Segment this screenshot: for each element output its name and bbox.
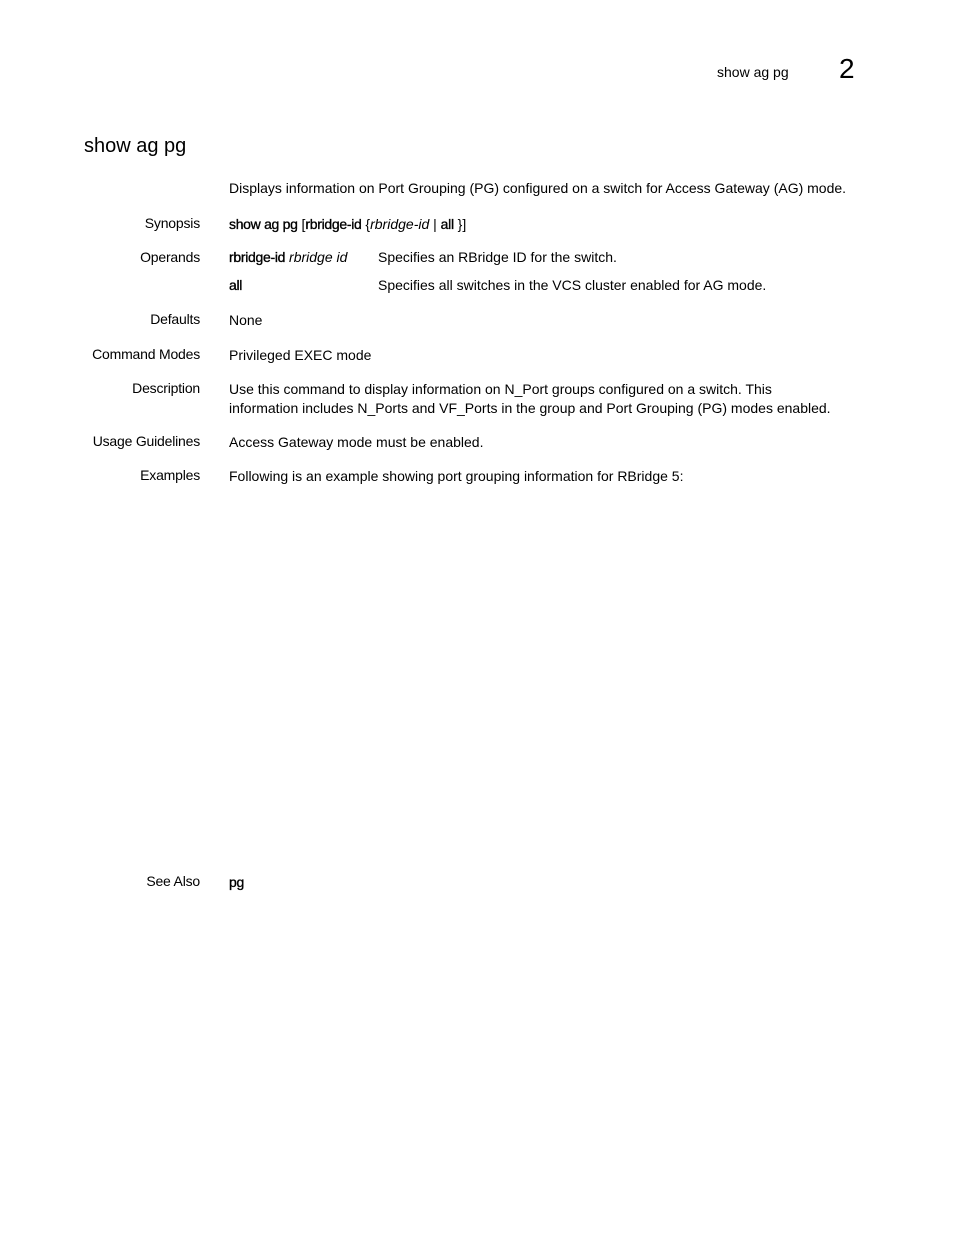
synopsis-param: rbridge-id <box>370 216 430 232</box>
command-modes-label: Command Modes <box>92 346 200 362</box>
operand-keyword: all <box>229 277 243 293</box>
chapter-number: 2 <box>839 53 855 84</box>
see-also-label: See Also <box>146 873 200 889</box>
usage-label: Usage Guidelines <box>92 433 200 449</box>
operand-term <box>229 277 242 293</box>
page-title: show ag pg <box>84 135 187 157</box>
synopsis-content <box>229 215 466 234</box>
operand-description: Specifies an RBridge ID for the switch. <box>378 249 617 265</box>
intro-text: Displays information on Port Grouping (PG) configured on a switch for Access Gateway (AG) mode. <box>229 180 847 196</box>
description-line: Use this command to display information on N_Port groups configured on a switch. This <box>229 381 772 397</box>
operand-term <box>229 249 347 265</box>
synopsis-command: show ag pg <box>229 216 298 232</box>
usage-text: Access Gateway mode must be enabled. <box>229 434 484 450</box>
synopsis-open-brace: { <box>361 216 371 232</box>
synopsis-pipe: | <box>429 216 441 232</box>
operand-description: Specifies all switches in the VCS cluster enabled for AG mode. <box>378 277 767 293</box>
examples-label: Examples <box>140 467 200 483</box>
description-text <box>229 380 831 418</box>
examples-text: Following is an example showing port grouping information for RBridge 5: <box>229 468 684 484</box>
operand-param: rbridge id <box>285 249 348 265</box>
synopsis-open-bracket: [ <box>297 216 306 232</box>
operand-keyword: rbridge-id <box>229 249 286 265</box>
see-also-link[interactable]: pg <box>229 874 244 890</box>
defaults-text: None <box>229 312 263 328</box>
defaults-label: Defaults <box>150 311 200 327</box>
synopsis-label: Synopsis <box>144 215 200 231</box>
synopsis-all: all <box>440 216 454 232</box>
synopsis-close: }] <box>453 216 467 232</box>
operands-label: Operands <box>140 249 200 265</box>
description-label: Description <box>132 380 200 396</box>
synopsis-keyword: rbridge-id <box>305 216 362 232</box>
description-line: information includes N_Ports and VF_Ports in the group and Port Grouping (PG) modes enabled. <box>229 400 831 416</box>
command-modes-text: Privileged EXEC mode <box>229 347 372 363</box>
running-header: show ag pg <box>717 64 789 80</box>
